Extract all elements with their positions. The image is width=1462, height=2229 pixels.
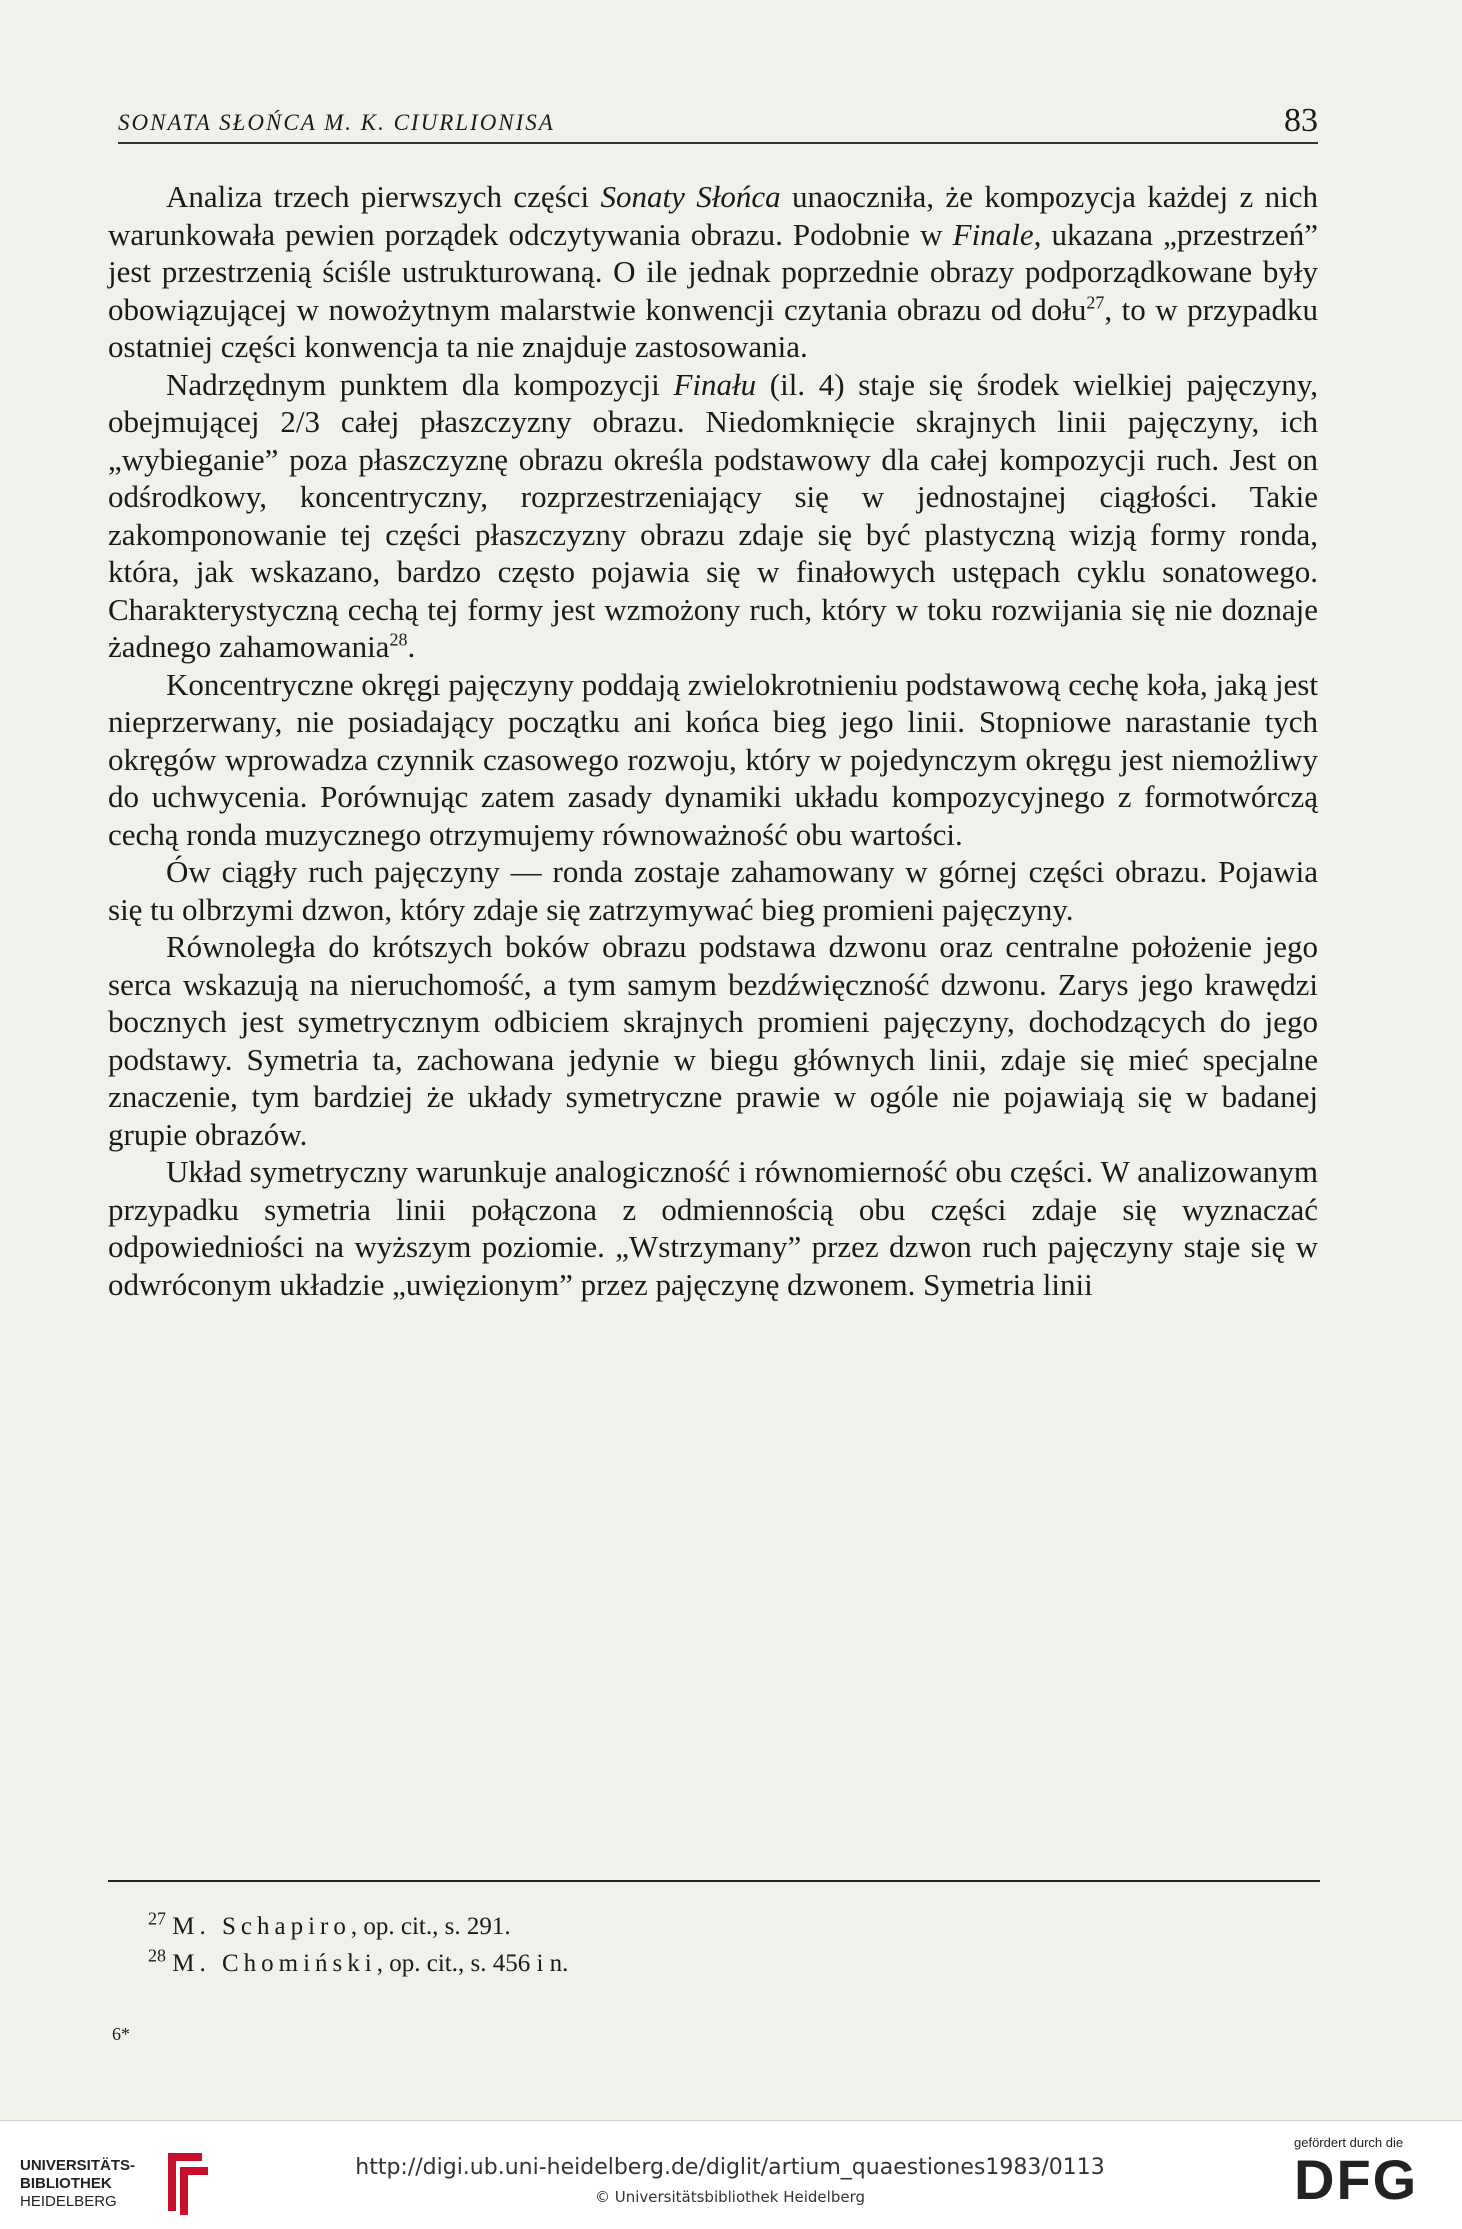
paragraph-3: Koncentryczne okręgi pajęczyny poddają zwielokrotnieniu podstawową cechę koła, jaką jest nieprzerwany, nie posiadający początku ani końca bieg jego linii. Stopniowe narastanie tych okręgów wprowadza czynnik czasowego rozwoju, który w pojedynczym okręgu jest niemożliwy do uchwycenia. Porównując zatem zasady dynamiki układu kompozycyjnego z formotwórczą cechą ronda muzycznego otrzymujemy równoważność obu wartości.	[108, 666, 1318, 852]
paragraph-1: Analiza trzech pierwszych części Sonaty Słońca unaoczniła, że kompozycja każdej z nich warunkowała pewien porządek odczytywania obrazu. Podobnie w Finale, ukazana „przestrzeń” jest przestrzenią ściśle ustrukturowaną. O ile jednak poprzednie obrazy podporządkowane były obowiązującej w nowożytnym malarstwie konwencji czytania obrazu od dołu$^{27}$, to w przypadku ostatniej części konwencja ta nie znajduje zastosowania.	[108, 179, 1319, 364]
library-emblem-icon	[162, 2151, 210, 2217]
footnotes	[148, 1908, 1248, 1982]
signature-mark: 6*	[112, 2024, 130, 2044]
permalink[interactable]: http://digi.ub.uni-heidelberg.de/diglit/artium_quaestiones1983/0113	[355, 2155, 1105, 2180]
dfg-logo-icon: DFG	[1294, 2148, 1419, 2211]
library-logo[interactable]: UNIVERSITÄTS- BIBLIOTHEK HEIDELBERG	[20, 2157, 210, 2217]
footnote-28: $^{28}$ M. Chomiński, op. cit., s. 456 i n.	[148, 1945, 569, 1977]
body-text	[108, 178, 1318, 1303]
footnote-27: $^{27}$ M. Schapiro, op. cit., s. 291.	[148, 1908, 511, 1940]
dfg-funder[interactable]: gefördert durch die DFG	[1294, 2135, 1434, 2210]
viewer-footer	[0, 2120, 1462, 2229]
page-header	[118, 100, 1318, 144]
running-title: SONATA SŁOŃCA M. K. CIURLIONISA	[118, 110, 555, 135]
copyright-notice: © Universitätsbibliothek Heidelberg	[594, 2188, 865, 2206]
footnote-separator	[108, 1880, 1320, 1882]
paragraph-6: Układ symetryczny warunkuje analogiczność i równomierność obu części. W analizowanym przypadku symetria linii połączona z odmiennością obu części zdaje się wyznaczać odpowiedniości na wyższym poziomie. „Wstrzymany” przez dzwon ruch pajęczyny staje się w odwróconym układzie „uwięzionym” przez pajęczynę dzwonem. Symetria linii	[108, 1154, 1318, 1302]
footnote-ref-27[interactable]: 27	[1086, 292, 1105, 313]
paragraph-5: Równoległa do krótszych boków obrazu podstawa dzwonu oraz centralne położenie jego serca wskazują na nieruchomość, a tym samym bezdźwięczność dzwonu. Zarys jego krawędzi bocznych jest symetrycznym odbiciem skrajnych promieni pajęczyny, dochodzących do jego podstawy. Symetria ta, zachowana jedynie w biegu głównych linii, zdaje się mieć specjalne znaczenie, tym bardziej że układy symetryczne prawie w ogóle nie pojawiają się w badanej grupie obrazów.	[108, 929, 1318, 1152]
paragraph-2: Nadrzędnym punktem dla kompozycji Finału (il. 4) staje się środek wielkiej pajęczyny, obejmującej 2/3 całej płaszczyzny obrazu. Niedomknięcie skrajnych linii pajęczyny, ich „wybieganie” poza płaszczyznę obrazu określa podstawowy dla całej kompozycji ruch. Jest on odśrodkowy, koncentryczny, rozprzestrzeniający się w jednostajnej ciągłości. Takie zakomponowanie tej części płaszczyzny obrazu zdaje się być plastyczną wizją formy ronda, która, jak wskazano, bardzo często pojawia się w finałowych ustępach cyklu sonatowego. Charakterystyczną cechą tej formy jest wzmożony ruch, który w toku rozwijania się nie doznaje żadnego zahamowania$^{28}$.	[108, 366, 1318, 664]
page-number: 83	[1284, 102, 1318, 139]
citation-link-box	[290, 2155, 1170, 2206]
footnote-ref-28[interactable]: 28	[389, 629, 408, 650]
paragraph-4: Ów ciągły ruch pajęczyny — ronda zostaje zahamowany w górnej części obrazu. Pojawia się tu olbrzymi dzwon, który zdaje się zatrzymywać bieg promieni pajęczyny.	[108, 854, 1318, 927]
